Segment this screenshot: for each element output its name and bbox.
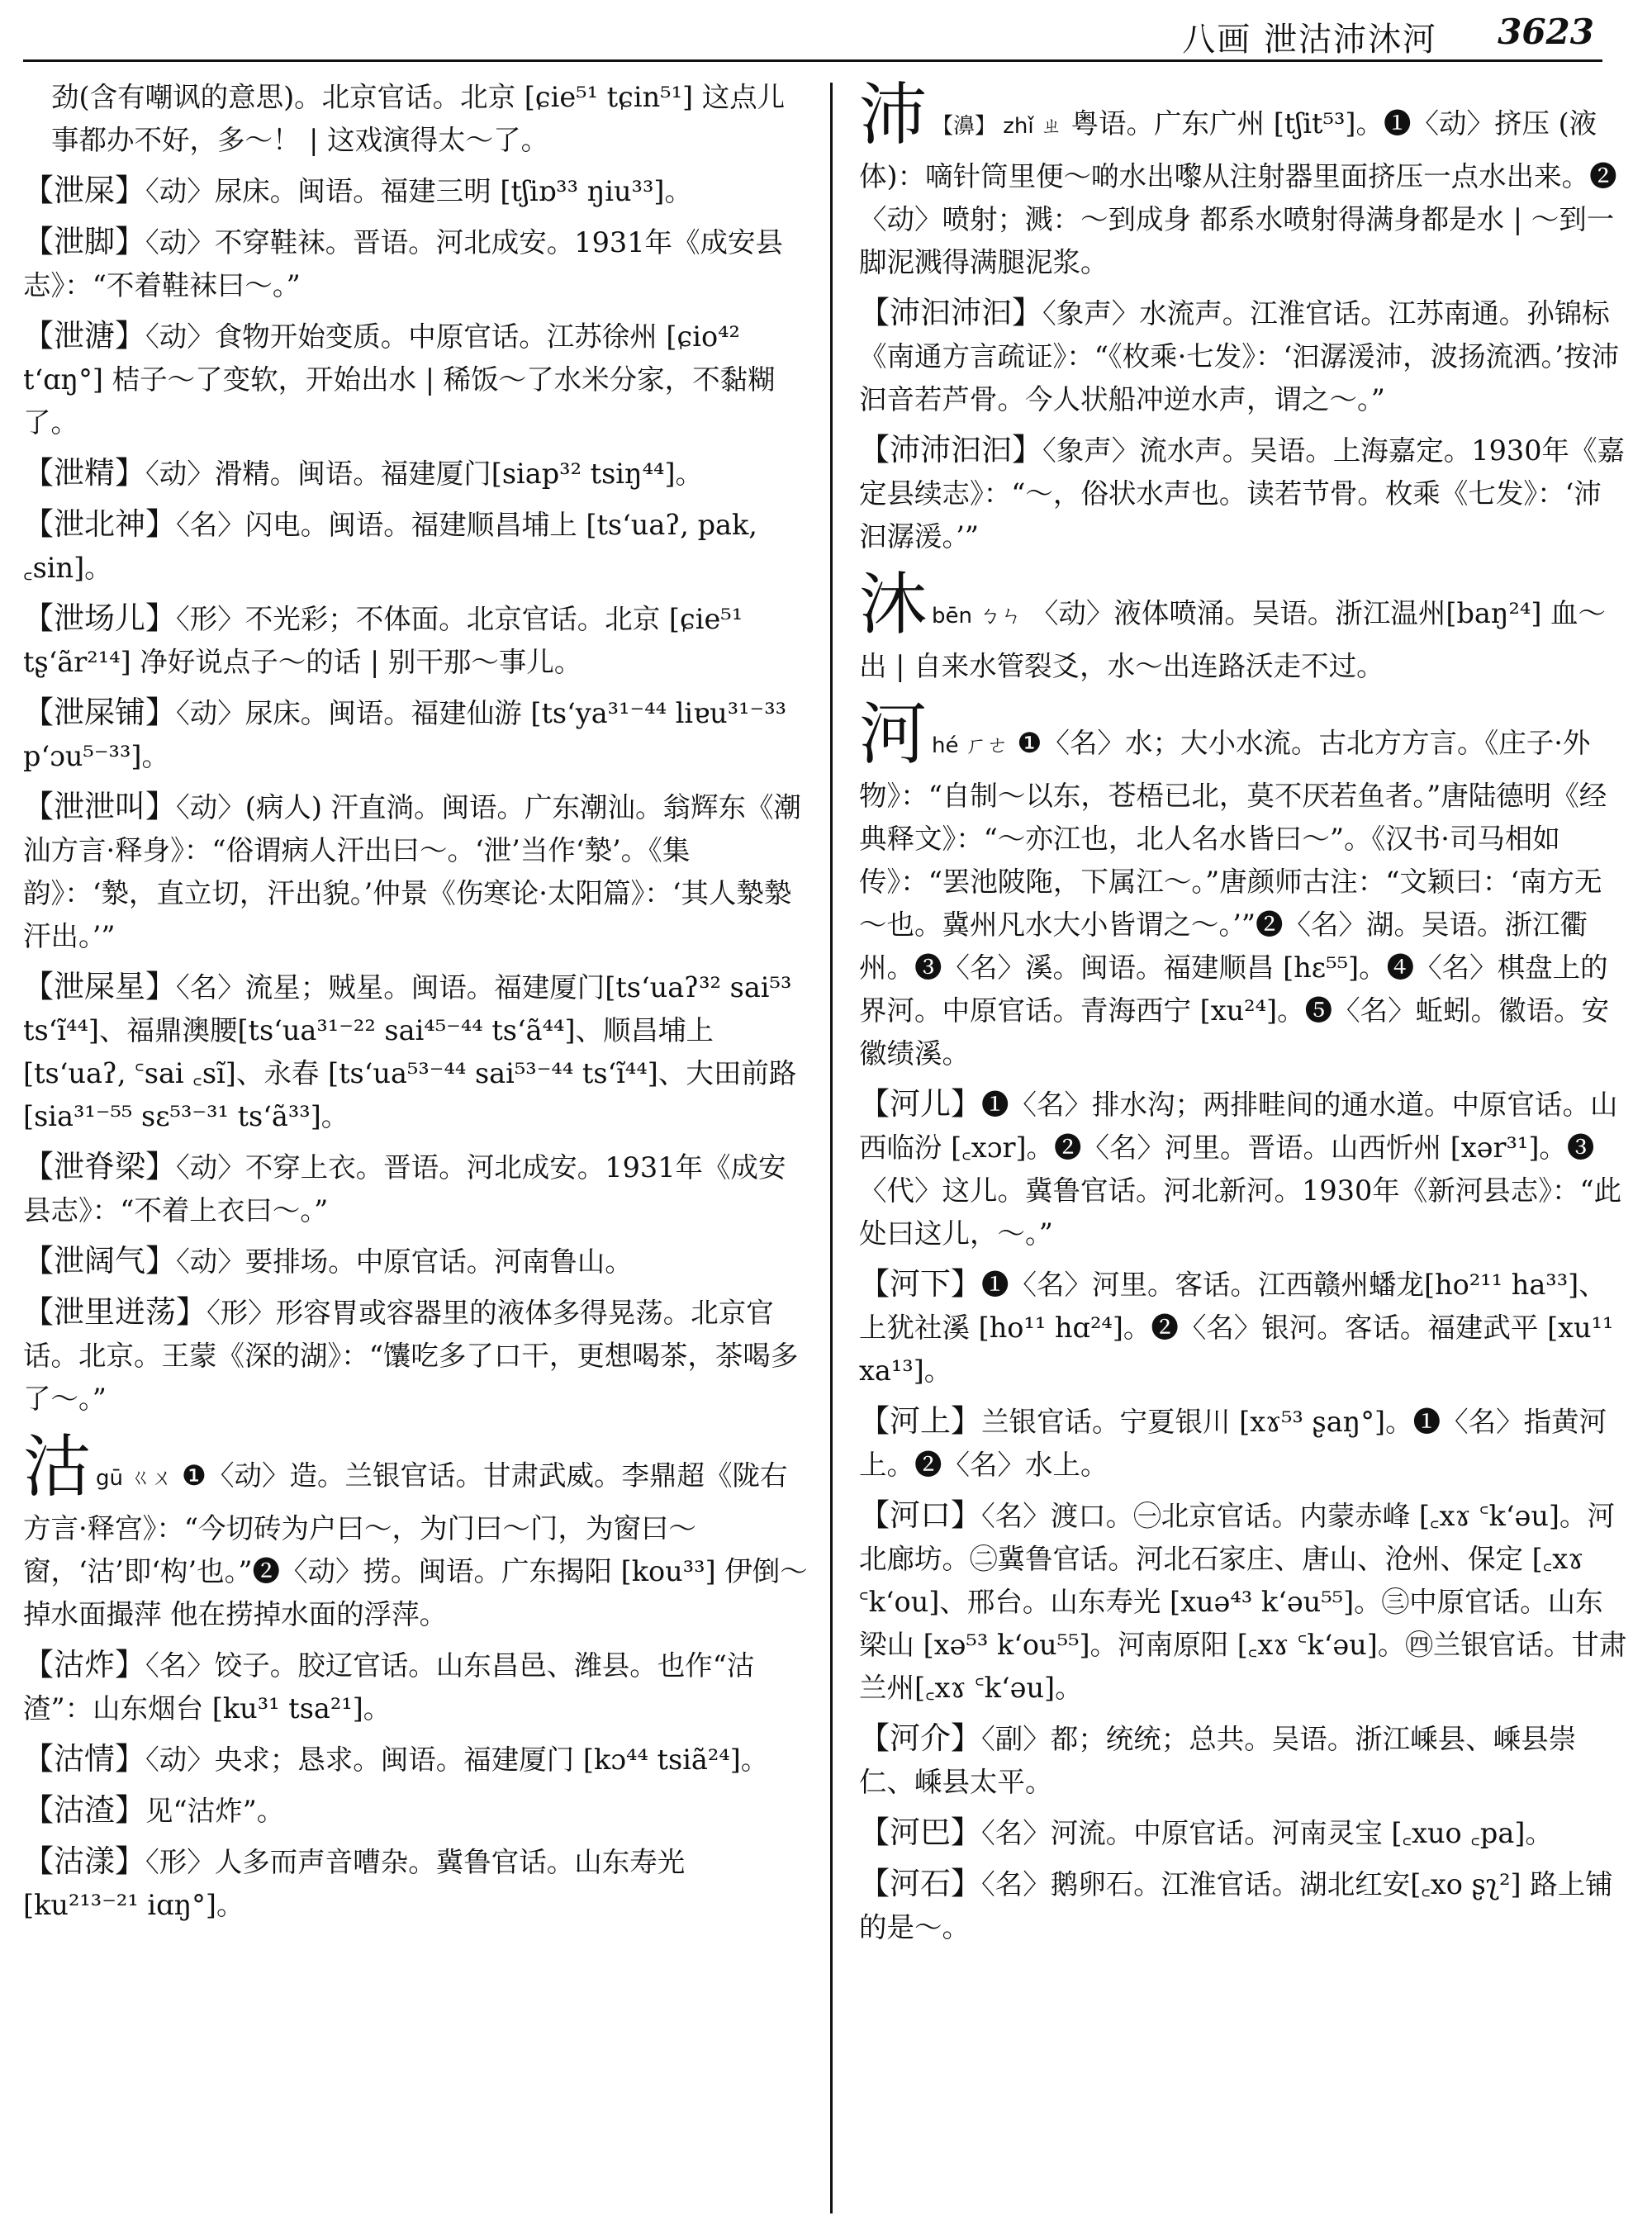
dictionary-entry: [859, 76, 1627, 284]
entry-headword: 【泄溏】: [23, 318, 145, 353]
entry-headword: 【河石】: [859, 1866, 981, 1901]
dictionary-entry: [859, 566, 1627, 688]
entry-text: 〈形〉形容胃或容器里的液体多得晃荡。北京官话。北京。王蒙《深的湖》：“馕吃多了口干，更想喝茶，茶喝多了～。”: [23, 1297, 799, 1415]
entry-headword: 【河上】: [859, 1403, 981, 1439]
entry-text: ❶〈名〉排水沟；两排畦间的通水道。中原官话。山西临汾 [꜀xɔr]。❷〈名〉河里。晋语。山西忻州 [xər³¹]。❸〈代〉这儿。冀鲁官话。河北新河。1930年《新河县志》：“此处曰这儿，～。”: [859, 1089, 1622, 1250]
entry-text: 〈名〉流星；贼星。闽语。福建厦门[tsʻuaʔ³² sai⁵³ tsʻĩ⁴⁴]、福鼎澳腰[tsʻua³¹⁻²² sai⁴⁵⁻⁴⁴ tsʻã⁴⁴]、顺昌埔上 [tsʻuaʔ, ꜂sai ꜀sĩ]、永春 [tsʻua⁵³⁻⁴⁴ sai⁵³⁻⁴⁴ tsʻĩ⁴⁴]、大田前路[sia³¹⁻⁵⁵ sɛ⁵³⁻³¹ tsʻã³³]。: [23, 971, 797, 1132]
entry-text: 〈名〉闪电。闽语。福建顺昌埔上 [tsʻuaʔ, pak, ꜀sin]。: [23, 509, 757, 584]
entry-headword: 【泄屎】: [23, 173, 145, 208]
entry-character: 沽: [23, 1428, 92, 1506]
entry-text: 〈动〉央求；恳求。闽语。福建厦门 [kɔ⁴⁴ tsiã²⁴]。: [145, 1744, 769, 1776]
entry-text: 〈动〉尿床。闽语。福建仙游 [tsʻya³¹⁻⁴⁴ liɐu³¹⁻³³ pʻɔu⁵⁻³³]。: [23, 697, 787, 772]
entry-text: 〈动〉食物开始变质。中原官话。江苏徐州 [ɕio⁴² tʻɑŋ°] 桔子～了变软，开始出水 | 稀饭～了水米分家，不黏糊了。: [23, 320, 776, 439]
entry-text: ❶〈动〉造。兰银官话。甘肃武威。李鼎超《陇右方言·释宫》：“今切砖为户曰～，为门曰～门，为窗曰～窗，‘沽’即‘构’也。”❷〈动〉捞。闽语。广东揭阳 [kou³³] 伊倒～掉水面撮萍 他在捞掉水面的浮萍。: [23, 1459, 808, 1630]
entry-text: 〈名〉河流。中原官话。河南灵宝 [꜀xuo ꜀pa]。: [981, 1817, 1553, 1849]
entry-text: 〈象声〉水流声。江淮官话。江苏南通。孙锦标《南通方言疏证》：“《枚乘·七发》：‘汩潺湲沛，波扬流洒。’按沛汩音若芦骨。今人状船冲逆水声，谓之～。”: [859, 297, 1620, 415]
dictionary-entry: [23, 503, 808, 590]
dictionary-entry: [859, 1717, 1627, 1804]
dictionary-entry: [859, 1083, 1627, 1255]
running-title: 八画 泄沽沛沐河: [1182, 21, 1437, 59]
entry-text: 〈名〉鹅卵石。江淮官话。湖北红安[꜀xo ʂʅ²] 路上铺的是～。: [859, 1868, 1613, 1943]
entry-text: 〈动〉滑精。闽语。福建厦门[siap³² tsiŋ⁴⁴]。: [145, 458, 704, 490]
entry-headword: 【河儿】: [859, 1086, 981, 1122]
entry-pinyin: bēn ㄅㄣ: [932, 604, 1023, 629]
entry-headword: 【河下】: [859, 1266, 981, 1302]
entry-text: 劲(含有嘲讽的意思)。北京官话。北京 [ɕie⁵¹ tɕin⁵¹] 这点儿事都办不好，多～！ | 这戏演得太～了。: [51, 81, 786, 156]
entry-headword: 【泄脊梁】: [23, 1149, 176, 1184]
entry-text: 〈象声〉流水声。吴语。上海嘉定。1930年《嘉定县续志》：“～，俗状水声也。读若节骨。枚乘《七发》：‘沛汩潺湲。’”: [859, 434, 1626, 553]
entry-headword: 【泄里迸荡】: [23, 1294, 206, 1330]
dictionary-entry: [23, 1644, 808, 1730]
entry-headword: 【泄屎星】: [23, 969, 176, 1004]
page-header: [23, 0, 1602, 62]
entry-text: 〈动〉(病人) 汗直淌。闽语。广东潮汕。翁辉东《潮汕方言·释身》：“俗谓病人汗出曰～。‘泄’当作‘漐’。《集韵》：‘漐，直立切，汗出貌。’仲景《伤寒论·太阳篇》：‘其人漐漐汗出。’”: [23, 791, 802, 952]
dictionary-entry: [23, 691, 808, 778]
entry-character: 沛: [859, 76, 928, 154]
dictionary-entry: [859, 429, 1627, 558]
dictionary-entry: [23, 1291, 808, 1421]
dictionary-entry: [23, 1840, 808, 1927]
dictionary-entry: [23, 1146, 808, 1232]
dictionary-entry: [859, 1494, 1627, 1710]
entry-text: 〈名〉渡口。㊀北京官话。内蒙赤峰 [꜀xɤ ꜂kʻəu]。河北廊坊。㊁冀鲁官话。河北石家庄、唐山、沧州、保定 [꜀xɤ ꜂kʻou]、邢台。山东寿光 [xuə⁴³ kʻəu⁵⁵]。㊂中原官话。山东梁山 [xə⁵³ kʻou⁵⁵]。河南原阳 [꜀xɤ ꜂kʻəu]。㊃兰银官话。甘肃兰州[꜀xɤ ꜂kʻəu]。: [859, 1500, 1627, 1704]
column-divider: [830, 83, 833, 2213]
entry-headword: 【泄屎铺】: [23, 695, 176, 730]
dictionary-entry: [859, 695, 1627, 1075]
left-column: [23, 76, 808, 2215]
entry-character: 沐: [859, 566, 928, 644]
entry-text: 见“沽炸”。: [145, 1795, 285, 1827]
dictionary-entry: [859, 1263, 1627, 1393]
entry-headword: 【沽漾】: [23, 1843, 145, 1879]
entry-text: 〈动〉不穿鞋袜。晋语。河北成安。1931年《成安县志》：“不着鞋袜曰～。”: [23, 226, 784, 301]
page-number: 3623: [1498, 12, 1594, 52]
entry-headword: 【河口】: [859, 1497, 981, 1533]
entry-headword: 【河介】: [859, 1720, 981, 1756]
dictionary-entry: [23, 966, 808, 1138]
right-column: [859, 76, 1627, 2215]
entry-text: 〈动〉要排场。中原官话。河南鲁山。: [176, 1245, 633, 1278]
dictionary-entry: [23, 597, 808, 684]
dictionary-entry: [23, 1428, 808, 1636]
entry-headword: 【河巴】: [859, 1815, 981, 1850]
entry-text: 粤语。广东广州 [tʃit⁵³]。❶〈动〉挤压 (液体)：嘀针筒里便～啲水出嚟从注射器里面挤压一点水出来。❷〈动〉喷射；溅：～到成身 都系水喷射得满身都是水 | ～到一脚泥溅得满腿泥浆。: [859, 107, 1617, 278]
entry-headword: 【沽渣】: [23, 1792, 145, 1828]
entry-headword: 【泄精】: [23, 455, 145, 491]
entry-text: 〈动〉液体喷涌。吴语。浙江温州[baŋ²⁴] 血～出 | 自来水管裂爻，水～出连路沃走不过。: [859, 597, 1607, 682]
entry-continuation: [23, 76, 808, 162]
entry-text: 〈形〉人多而声音嘈杂。冀鲁官话。山东寿光 [ku²¹³⁻²¹ iɑŋ°]。: [23, 1846, 686, 1921]
entry-headword: 【沽炸】: [23, 1647, 145, 1682]
entry-text: 兰银官话。宁夏银川 [xɤ⁵³ ʂaŋ°]。❶〈名〉指黄河上。❷〈名〉水上。: [859, 1406, 1607, 1481]
entry-text: ❶〈名〉水；大小水流。古北方方言。《庄子·外物》：“自制～以东，苍梧已北，莫不厌若鱼者。”唐陆德明《经典释文》：“～亦江也，北人名水皆曰～”。《汉书·司马相如传》：“罢池陂陁，下属江～。”唐颜师古注：“文颖曰：‘南方无～也。冀州凡水大小皆谓之～。’”❷〈名〉湖。吴语。浙江衢州。❸〈名〉溪。闽语。福建顺昌 [hɛ⁵⁵]。❹〈名〉棋盘上的界河。中原官话。青海西宁 [xu²⁴]。❺〈名〉蚯蚓。徽语。安徽绩溪。: [859, 727, 1610, 1070]
entry-text: ❶〈名〉河里。客话。江西赣州蟠龙[ho²¹¹ ha³³]、上犹社溪 [ho¹¹ hɑ²⁴]。❷〈名〉银河。客话。福建武平 [xu¹¹ xa¹³]。: [859, 1269, 1614, 1387]
entry-text: 〈动〉不穿上衣。晋语。河北成安。1931年《成安县志》：“不着上衣曰～。”: [23, 1151, 786, 1226]
dictionary-entry: [23, 221, 808, 307]
entry-text: 〈副〉都；统统；总共。吴语。浙江嵊县、嵊县崇仁、嵊县太平。: [859, 1723, 1577, 1798]
entry-pinyin: gū ㄍㄨ: [96, 1466, 173, 1491]
dictionary-entry: [23, 169, 808, 213]
entry-headword: 【泄场儿】: [23, 600, 176, 636]
dictionary-entry: [23, 1738, 808, 1782]
entry-headword: 【泄脚】: [23, 224, 145, 259]
entry-headword: 【泄泄叫】: [23, 789, 176, 824]
entry-pinyin: 【濞】 zhǐ ㄓ: [932, 114, 1062, 139]
entry-headword: 【沽情】: [23, 1741, 145, 1777]
dictionary-entry: [859, 292, 1627, 421]
entry-text: 〈名〉饺子。胶辽官话。山东昌邑、潍县。也作“沽渣”：山东烟台 [ku³¹ tsa²¹]。: [23, 1649, 755, 1725]
entry-headword: 【泄阔气】: [23, 1243, 176, 1279]
entry-pinyin: hé ㄏㄜ: [932, 733, 1009, 758]
dictionary-entry: [23, 785, 808, 958]
dictionary-entry: [859, 1400, 1627, 1487]
entry-character: 河: [859, 695, 928, 774]
dictionary-entry: [859, 1862, 1627, 1949]
dictionary-entry: [23, 452, 808, 496]
dictionary-entry: [859, 1811, 1627, 1855]
entry-headword: 【沛汩沛汩】: [859, 295, 1042, 330]
dictionary-entry: [23, 1789, 808, 1833]
entry-text: 〈动〉尿床。闽语。福建三明 [tʃiɒ³³ ŋiu³³]。: [145, 175, 692, 207]
entry-headword: 【泄北神】: [23, 506, 176, 542]
entry-headword: 【沛沛汩汩】: [859, 432, 1042, 467]
dictionary-entry: [23, 1240, 808, 1283]
dictionary-entry: [23, 315, 808, 444]
entry-text: 〈形〉不光彩；不体面。北京官话。北京 [ɕie⁵¹ tʂʻãr²¹⁴] 净好说点子～的话 | 别干那～事儿。: [23, 603, 743, 678]
